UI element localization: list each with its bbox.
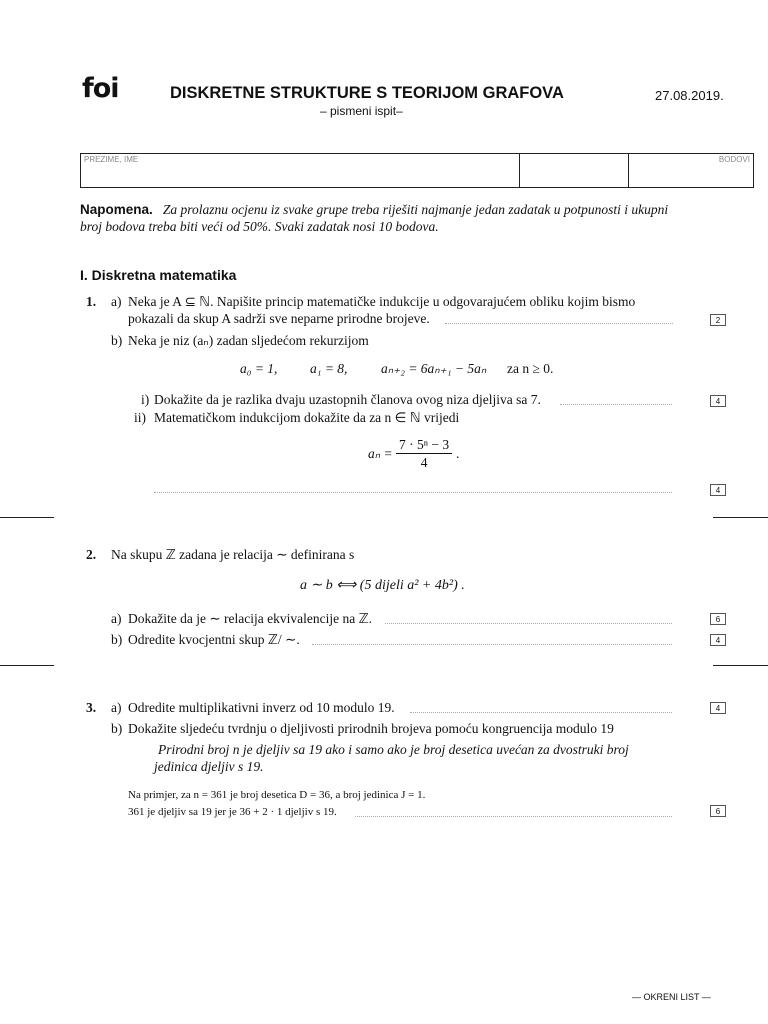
formula-fraction [396,436,452,471]
task-text: Na skupu ℤ zadana je relacija ∼ definirana s [111,547,355,562]
points-box: 6 [710,613,726,625]
equation-part: a₀ = 1, [240,361,278,376]
task-text: Neka je niz (aₙ) zadan sljedećom rekurzijom [128,333,369,348]
subtask-label: b) [111,632,123,647]
formula-lhs-text: aₙ = [368,446,393,461]
note-label: Napomena. [80,202,153,217]
relation-formula [300,577,465,594]
points-label: BODOVI [718,155,750,164]
task-number: 3. [86,700,97,715]
separator-line [713,665,768,666]
separator-line [713,517,768,518]
task-number: 2. [86,547,97,562]
name-label: PREZIME, IME [84,155,139,164]
task-text: Dokažite sljedeću tvrdnju o djeljivosti prirodnih brojeva pomoću kongruencija modulo 19 [128,721,614,736]
points-box: 6 [710,805,726,817]
task-text: Dokažite da je razlika dvaju uzastopnih članova ovog niza djeljiva sa 7. [154,392,541,407]
answer-dots [560,404,672,405]
points-box: 2 [710,314,726,326]
separator-line [0,665,54,666]
turn-page-note: — OKRENI LIST — [632,992,711,1002]
claim-line: jedinica djeljiv s 19. [154,759,264,774]
subtask-label: a) [111,700,122,715]
task-text: Matematičkom indukcijom dokažite da za n ∈ ℕ vrijedi [154,410,460,425]
subtask-label: i) [141,392,150,407]
claim-text [154,758,263,775]
answer-dots [154,492,672,493]
answer-dots [410,712,672,713]
page-subtitle: – pismeni ispit– [320,104,403,118]
task-text: Neka je A ⊆ ℕ. Napišite princip matematičke indukcije u odgovarajućem obliku kojim bismo [128,294,636,309]
equation-part: aₙ₊₂ = 6aₙ₊₁ − 5aₙ [381,361,487,376]
separator-line [0,517,54,518]
exam-date: 27.08.2019. [655,88,724,103]
relation-formula-text: a ∼ b ⟺ (5 dijeli a² + 4b²) . [300,578,465,593]
equation [240,360,277,377]
points-box: 4 [710,395,726,407]
subtask-label: a) [111,294,122,309]
answer-dots [445,323,673,324]
task-number: 1. [86,294,97,309]
task-text: Dokažite da je ∼ relacija ekvivalencije na ℤ. [128,611,372,626]
note-text: Za prolaznu ocjenu iz svake grupe treba riješiti najmanje jedan zadatak u potpunosti i ukupni broj bodova treba biti veći od 50%. Svaki zadatak nosi 10 bodova. [80,202,669,234]
formula-lhs [368,445,393,462]
box-divider [628,154,629,187]
fraction-numerator: 7 · 5ⁿ − 3 [396,436,452,454]
task-text: Odredite kvocjentni skup ℤ/ ∼. [128,632,300,647]
fraction [396,436,452,471]
equation-part: a₁ = 8, [310,361,348,376]
formula-end: . [456,446,460,461]
task-text: pokazali da skup A sadrži sve neparne prirodne brojeve. [128,311,430,326]
section-title: I. Diskretna matematika [80,267,237,283]
points-box: 4 [710,484,726,496]
example-text: Na primjer, za n = 361 je broj desetica D = 36, a broj jedinica J = 1. [128,789,426,801]
task-text: Odredite multiplikativni inverz od 10 modulo 19. [128,700,395,715]
equation [381,360,486,377]
subtask-label: b) [111,721,123,736]
subtask-label: b) [111,333,123,348]
foi-logo: foi [82,73,119,104]
subtask-label: ii) [134,410,146,425]
box-divider [519,154,520,187]
answer-dots [355,816,672,817]
subtask-label: a) [111,611,122,626]
equation [310,360,347,377]
page-title: DISKRETNE STRUKTURE S TEORIJOM GRAFOVA [170,84,564,102]
fraction-denominator: 4 [420,455,428,470]
equation: za n ≥ 0. [507,361,554,376]
claim-text [158,741,629,758]
example-text: 361 je djeljiv sa 19 jer je 36 + 2 · 1 djeljiv s 19. [128,806,337,818]
points-box: 4 [710,634,726,646]
points-box: 4 [710,702,726,714]
answer-dots [312,644,672,645]
exam-note [80,201,680,235]
name-points-box[interactable] [80,153,754,188]
answer-dots [385,623,672,624]
claim-line: Prirodni broj n je djeljiv sa 19 ako i samo ako je broj desetica uvećan za dvostruki broj [158,742,629,757]
